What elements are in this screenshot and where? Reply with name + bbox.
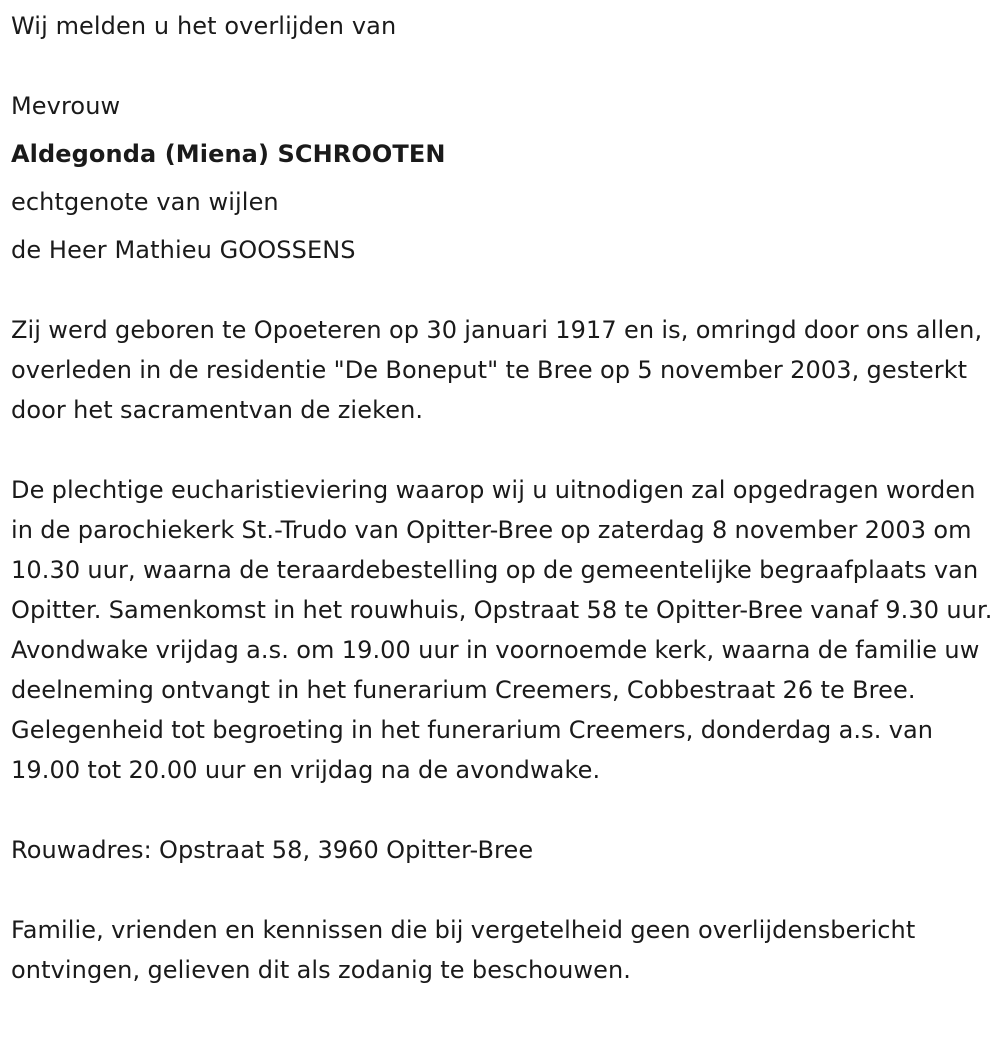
ceremony-paragraph: De plechtige eucharistieviering waarop wij u uitnodigen zal opgedragen worden in de parochiekerk St.-Trudo van Opitter-Bree op zaterdag 8 november 2003 om 10.30 uur, waarna de teraardebestelling op de gemeentelijke begraafplaats van Opitter. Samenkomst in het rouwhuis, Opstraat 58 te Opitter-Bree vanaf 9.30 uur. Avondwake vrijdag a.s. om 19.00 uur in voornoemde kerk, waarna de familie uw deelneming ontvangt in het funerarium Creemers, Cobbestraat 26 te Bree. Gelegenheid tot begroeting in het funerarium Creemers, donderdag a.s. van 19.00 tot 20.00 uur en vrijdag na de avondwake. — [11, 476, 993, 784]
relation-text: echtgenote van wijlen — [11, 188, 279, 216]
closing-paragraph: Familie, vrienden en kennissen die bij vergetelheid geen overlijdensbericht ontvingen, gelieven dit als zodanig te beschouwen. — [11, 916, 916, 984]
obituary-document — [11, 6, 996, 990]
spouse-name: de Heer Mathieu GOOSSENS — [11, 236, 356, 264]
intro-text: Wij melden u het overlijden van — [11, 12, 397, 40]
mourning-address: Rouwadres: Opstraat 58, 3960 Opitter-Bree — [11, 836, 534, 864]
birth-death-paragraph: Zij werd geboren te Opoeteren op 30 januari 1917 en is, omringd door ons allen, overleden in de residentie "De Boneput" te Bree op 5 november 2003, gesterkt door het sacramentvan de zieken. — [11, 316, 983, 424]
deceased-name: Aldegonda (Miena) SCHROOTEN — [11, 140, 446, 168]
deceased-title: Mevrouw — [11, 92, 121, 120]
